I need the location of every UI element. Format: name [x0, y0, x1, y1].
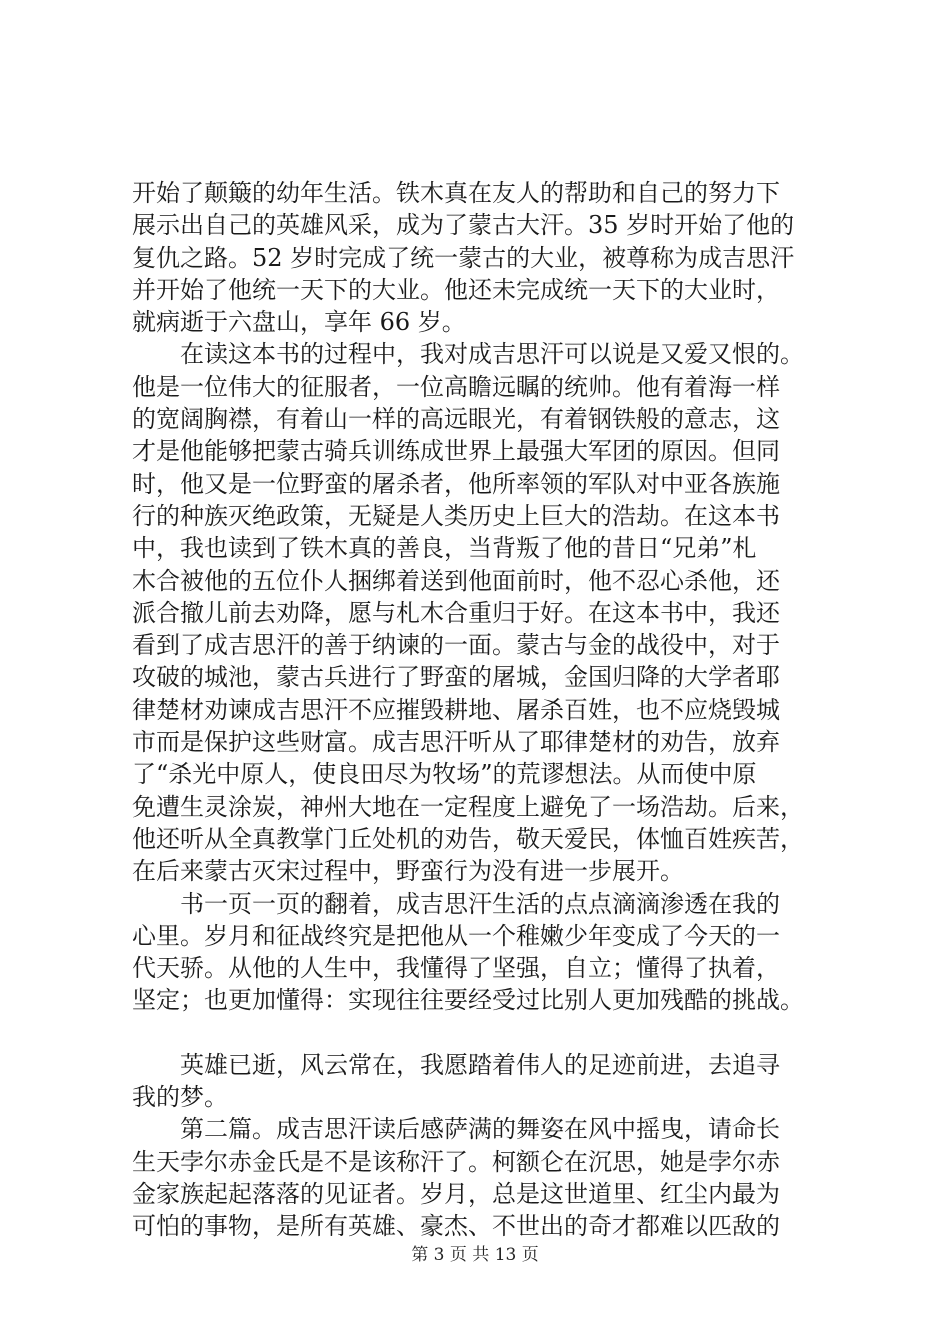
text-line: 并开始了他统一天下的大业。他还未完成统一天下的大业时，	[132, 275, 780, 304]
text-line: 才是他能够把蒙古骑兵训练成世界上最强大军团的原因。但同	[132, 437, 780, 466]
text-line: 市而是保护这些财富。成吉思汗听从了耶律楚材的劝告，放弃	[132, 728, 780, 757]
text-line: 在后来蒙古灭宋过程中，野蛮行为没有进一步展开。	[132, 857, 684, 886]
text-line: 我的梦。	[132, 1083, 228, 1112]
text-line: 金家族起起落落的见证者。岁月，总是这世道里、红尘内最为	[132, 1179, 780, 1208]
text-line: 了“杀光中原人，使良田尽为牧场”的荒谬想法。从而使中原	[132, 760, 757, 789]
text-line: 可怕的事物，是所有英雄、豪杰、不世出的奇才都难以匹敌的	[132, 1212, 780, 1241]
text-line: 时，他又是一位野蛮的屠杀者，他所率领的军队对中亚各族施	[132, 469, 780, 498]
text-line: 生天孛尔赤金氏是不是该称汗了。柯额仑在沉思，她是孛尔赤	[132, 1147, 780, 1176]
text-line: 的宽阔胸襟，有着山一样的高远眼光，有着钢铁般的意志，这	[132, 405, 780, 434]
document-body	[132, 177, 852, 1243]
paragraph	[132, 1113, 852, 1242]
text-line: 就病逝于六盘山，享年 66 岁。	[132, 308, 466, 337]
text-line: 攻破的城池，蒙古兵进行了野蛮的屠城，金国归降的大学者耶	[132, 663, 780, 692]
text-line: 行的种族灭绝政策，无疑是人类历史上巨大的浩劫。在这本书	[132, 501, 780, 530]
text-line: 书一页一页的翻着，成吉思汗生活的点点滴滴渗透在我的	[132, 889, 780, 918]
text-line: 他是一位伟大的征服者，一位高瞻远瞩的统帅。他有着海一样	[132, 372, 780, 401]
text-line: 在读这本书的过程中，我对成吉思汗可以说是又爱又恨的。	[132, 340, 804, 369]
text-line: 木合被他的五位仆人捆绑着送到他面前时，他不忍心杀他，还	[132, 566, 780, 595]
text-line: 他还听从全真教掌门丘处机的劝告，敬天爱民，体恤百姓疾苦，	[132, 824, 804, 853]
paragraph	[132, 888, 852, 1017]
paragraph	[132, 177, 852, 338]
text-line: 第二篇。成吉思汗读后感萨满的舞姿在风中摇曳，请命长	[132, 1115, 780, 1144]
text-line: 开始了颠簸的幼年生活。铁木真在友人的帮助和自己的努力下	[132, 179, 780, 207]
text-line: 展示出自己的英雄风采，成为了蒙古大汗。35 岁时开始了他的	[132, 211, 795, 240]
text-line: 派合撤儿前去劝降，愿与札木合重归于好。在这本书中，我还	[132, 598, 780, 627]
paragraph	[132, 338, 852, 887]
text-line: 免遭生灵涂炭，神州大地在一定程度上避免了一场浩劫。后来，	[132, 792, 804, 821]
text-line: 英雄已逝，风云常在，我愿踏着伟人的足迹前进，去追寻	[132, 1050, 780, 1079]
text-line: 心里。岁月和征战终究是把他从一个稚嫩少年变成了今天的一	[132, 921, 780, 950]
paragraph	[132, 1049, 852, 1114]
text-line: 代天骄。从他的人生中，我懂得了坚强，自立；懂得了执着，	[132, 954, 780, 983]
text-line: 中，我也读到了铁木真的善良，当背叛了他的昔日“兄弟”札	[132, 534, 757, 563]
text-line: 复仇之路。52 岁时完成了统一蒙古的大业，被尊称为成吉思汗	[132, 243, 795, 272]
text-line: 律楚材劝谏成吉思汗不应摧毁耕地、屠杀百姓，也不应烧毁城	[132, 695, 780, 724]
page-footer: 第 3 页 共 13 页	[411, 1245, 539, 1265]
text-line: 看到了成吉思汗的善于纳谏的一面。蒙古与金的战役中，对于	[132, 631, 780, 660]
paragraph-spacer	[132, 1017, 852, 1049]
text-line: 坚定；也更加懂得：实现往往要经受过比别人更加残酷的挑战。	[132, 986, 804, 1015]
